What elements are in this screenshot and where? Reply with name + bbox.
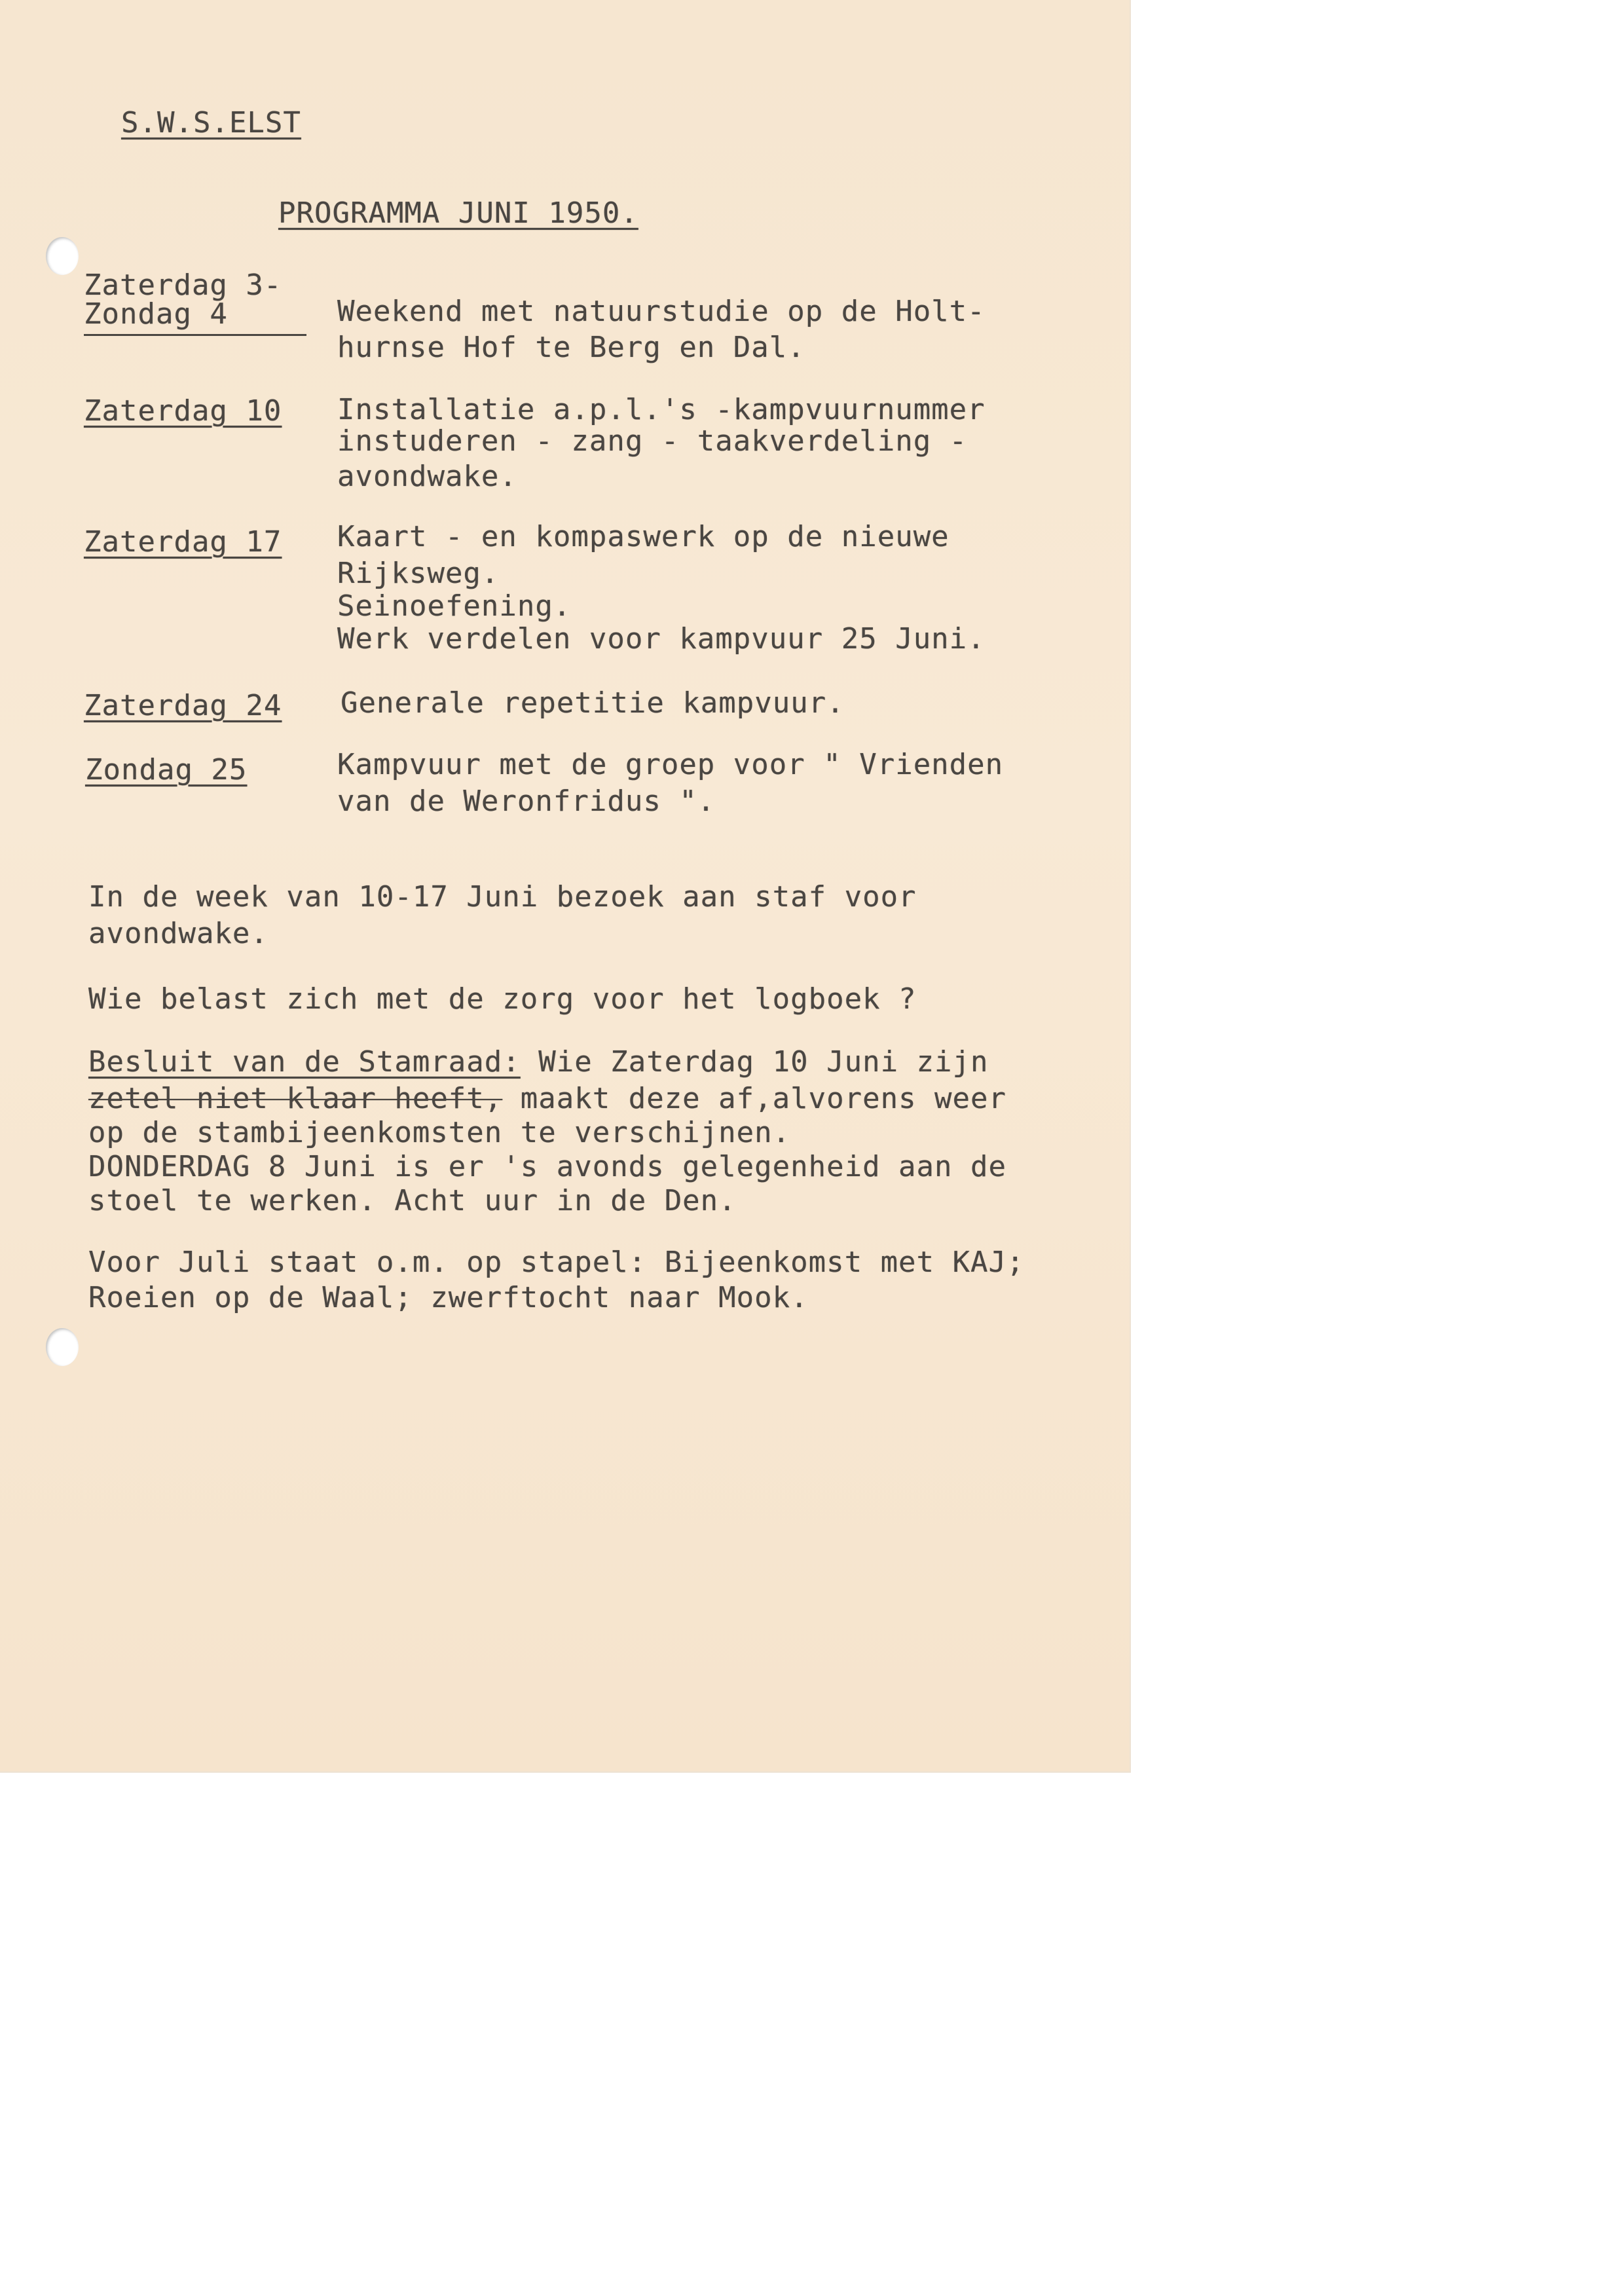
schedule-date: Zaterdag 24 [84, 689, 282, 722]
decision-line [88, 1044, 989, 1081]
schedule-text: Seinoefening. [337, 589, 572, 623]
decision-label: Besluit van de Stamraad: [88, 1045, 521, 1079]
schedule-text: Installatie a.p.l.'s -kampvuurnummer [337, 393, 986, 426]
week-visit-note: avondwake. [88, 917, 268, 950]
schedule-date: Zaterdag 10 [84, 394, 282, 428]
page-title: PROGRAMMA JUNI 1950. [278, 196, 638, 230]
decision-text: Wie Zaterdag 10 Juni zijn [520, 1045, 989, 1079]
schedule-text: avondwake. [337, 460, 517, 493]
schedule-text: hurnse Hof te Berg en Dal. [337, 331, 805, 364]
schedule-date: Zondag 25 [85, 753, 248, 787]
schedule-text: Rijksweg. [337, 557, 500, 590]
logbook-note: Wie belast zich met de zorg voor het logboek ? [88, 982, 917, 1016]
july-note: Voor Juli staat o.m. op stapel: Bijeenkomst met KAJ; [88, 1246, 1025, 1279]
schedule-text: Kaart - en kompaswerk op de nieuwe [337, 520, 950, 553]
week-visit-note: In de week van 10-17 Juni bezoek aan staf voor [88, 880, 917, 914]
decision-struck-text: zetel niet klaar heeft, [88, 1082, 503, 1115]
schedule-date: Zaterdag 17 [84, 525, 282, 559]
schedule-text: Kampvuur met de groep voor " Vrienden [337, 748, 1004, 781]
schedule-text: Weekend met natuurstudie op de Holt- [337, 295, 986, 328]
schedule-text: van de Weronfridus ". [337, 785, 716, 818]
punch-hole-top [46, 237, 79, 275]
decision-line: stoel te werken. Acht uur in de Den. [88, 1184, 737, 1217]
schedule-text: Werk verdelen voor kampvuur 25 Juni. [337, 622, 986, 656]
july-note: Roeien op de Waal; zwerftocht naar Mook. [88, 1281, 809, 1314]
decision-line: op de stambijeenkomsten te verschijnen. [88, 1116, 791, 1149]
decision-text: maakt deze af,alvorens weer [502, 1082, 1007, 1115]
punch-hole-bottom [46, 1328, 79, 1366]
decision-line [88, 1081, 1006, 1117]
org-heading: S.W.S.ELST [121, 106, 301, 139]
schedule-date: Zaterdag 3- [84, 268, 282, 302]
schedule-date: Zondag 4 [84, 297, 228, 331]
date-underline [84, 334, 306, 336]
schedule-text: instuderen - zang - taakverdeling - [337, 424, 968, 458]
decision-line: DONDERDAG 8 Juni is er 's avonds gelegenheid aan de [88, 1150, 1007, 1183]
schedule-text: Generale repetitie kampvuur. [341, 686, 845, 720]
